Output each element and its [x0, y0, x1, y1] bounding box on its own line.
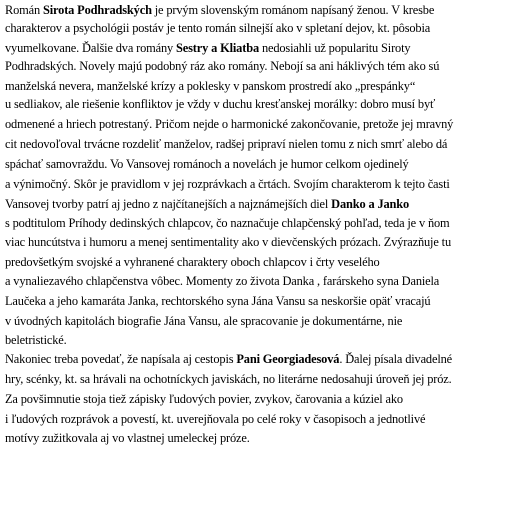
text-line: hry, scénky, kt. sa hrávali na ochotníckych javiskách, no literárne nedosahuji úroveň jej próz. [5, 372, 452, 386]
text-line: odmenené a hriech potrestaný. Pričom nejde o harmonické zakončovanie, pretože jej mravný [5, 117, 454, 131]
text-line: predovšetkým svojské a vyhranené charaktery oboch chlapcov i črty veselého [5, 255, 380, 269]
text-line: a vynaliezavého chlapčenstva vôbec. Momenty zo života Danka , farárskeho syna Daniela [5, 274, 440, 288]
text-line: i ľudových rozprávok a povestí, kt. uverejňovala po celé roky v časopisoch a jednotlivé [5, 412, 426, 426]
text-line: manželská nevera, manželské krízy a poklesky v panskom prostredí ako „prespánky“ [5, 79, 416, 93]
text-line: Vansovej tvorby patrí aj jedno z najčítanejších a najznámejších diel Danko a Janko [5, 197, 410, 211]
text-line: s podtitulom Príhody dedinských chlapcov, čo naznačuje chlapčenský pohľad, teda je v ňom [5, 216, 450, 230]
text-line: viac huncútstva i humoru a menej sentimentality ako v dievčenských prózach. Zvýrazňuje tu [5, 235, 451, 249]
text-line: Nakoniec treba povedať, že napísala aj cestopis Pani Georgiadesová. Ďalej písala divadelné [5, 352, 453, 366]
text-line: u sedliakov, ale riešenie konfliktov je vždy v duchu kresťanskej morálky: dobro musí byť [5, 97, 436, 111]
text-line: vyumelkovane. Ďalšie dva romány Sestry a Kliatba nedosiahli už popularitu Siroty [5, 41, 411, 55]
text-line: charakterov a psychológii postáv je tento román silnejší ako v spletaní dejov, kt. pôsobia [5, 21, 431, 35]
text-line: Román Sirota Podhradských je prvým slovenským románom napísaný ženou. V kresbe [5, 3, 435, 17]
text-line: v úvodných kapitolách biografie Jána Vansu, ale spracovanie je dokumentárne, nie [5, 314, 403, 328]
text-line: Za povšimnutie stoja tiež zápisky ľudových povier, zvykov, čarovania a kúziel ako [5, 392, 403, 406]
text-line: cit nedovoľoval trvácne rozdeliť manželov, radšej pripraví nielen tomu z nich smrť alebo dá [5, 137, 448, 151]
text-line: a výnimočný. Skôr je pravidlom v jej rozprávkach a črtách. Svojím charakterom k tejto časti [5, 177, 450, 191]
text-line: beletristické. [5, 333, 67, 347]
text-line: Podhradských. Novely majú podobný ráz ako romány. Nebojí sa ani háklivých tém ako sú [5, 59, 440, 73]
text-line: Laučeka a jeho kamaráta Janka, rechtorského syna Jána Vansu sa neskoršie opäť vracajú [5, 294, 431, 308]
text-line: motívy zužitkovala aj vo vlastnej umeleckej próze. [5, 431, 250, 445]
text-line: spáchať samovraždu. Vo Vansovej románoch a novelách je humor celkom ojedinelý [5, 157, 409, 171]
